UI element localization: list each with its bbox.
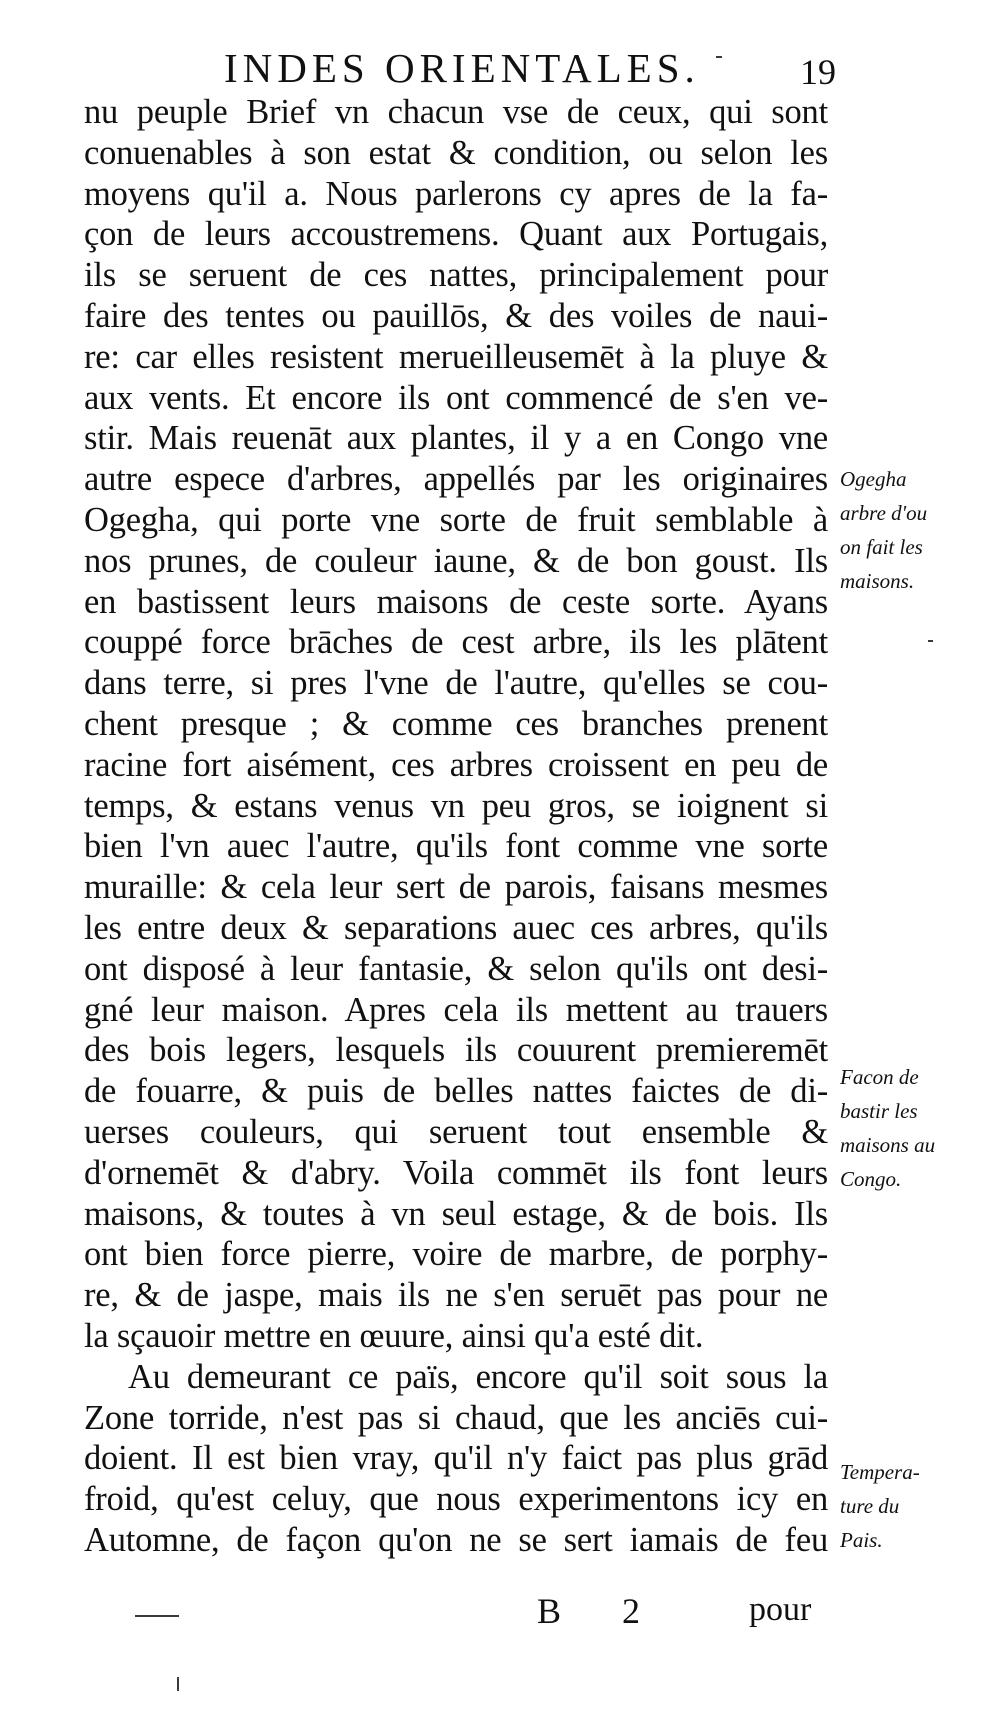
ink-speck xyxy=(135,1615,179,1617)
ink-speck xyxy=(716,56,722,58)
text-line: dans terre, si pres l'vne de l'autre, qu'elles se cou- xyxy=(84,664,828,703)
text-line: ils se seruent de ces nattes, principalement pour xyxy=(84,256,828,295)
text-line: maisons, & toutes à vn seul estage, & de bois. Ils xyxy=(84,1194,828,1233)
text-line: des bois legers, lesquels ils couurent premieremēt xyxy=(84,1031,828,1070)
text-line: conuenables à son estat & condition, ou selon les xyxy=(84,133,828,172)
text-line: re, & de jaspe, mais ils ne s'en seruēt pas pour ne xyxy=(84,1276,828,1315)
note-line: Ogegha xyxy=(840,467,907,491)
text-line: en bastissent leurs maisons de ceste sorte. Ayans xyxy=(84,582,828,621)
text-line: nu peuple Brief vn chacun vse de ceux, qui sont xyxy=(84,93,828,131)
note-line: Facon de xyxy=(840,1065,919,1089)
note-line: on fait les xyxy=(840,535,923,559)
note-line: Pais. xyxy=(840,1528,883,1552)
running-title: INDES ORIENTALES. xyxy=(224,45,700,91)
text-line: bien l'vn auec l'autre, qu'ils font comme vne sorte xyxy=(84,827,828,866)
note-line: bastir les xyxy=(840,1099,918,1123)
text-line: autre espece d'arbres, appellés par les originaires xyxy=(84,460,828,499)
paragraph-end-line: la sçauoir mettre en œuure, ainsi qu'a esté dit. xyxy=(84,1316,704,1355)
text-line: temps, & estans venus vn peu gros, se ioignent si xyxy=(84,786,828,825)
text-line: froid, qu'est celuy, que nous experimentons icy en xyxy=(84,1480,828,1519)
text-line: stir. Mais reuenāt aux plantes, il y a en Congo vne xyxy=(84,419,828,458)
ink-speck xyxy=(928,640,933,642)
text-line: les entre deux & separations auec ces arbres, qu'ils xyxy=(84,908,828,947)
text-line: ont bien force pierre, voire de marbre, de porphy- xyxy=(84,1235,828,1274)
paragraph-start-line: Au demeurant ce païs, encore qu'il soit sous la xyxy=(128,1357,828,1396)
text-line: Zone torride, n'est pas si chaud, que les anciēs cui- xyxy=(84,1398,828,1437)
text-line: d'ornemēt & d'abry. Voila commēt ils font leurs xyxy=(84,1153,828,1192)
text-line: aux vents. Et encore ils ont commencé de s'en ve- xyxy=(84,378,828,417)
main-text-block xyxy=(84,92,828,1561)
text-line: re: car elles resistent merueilleusemēt à la pluye & xyxy=(84,337,828,376)
text-line: Automne, de façon qu'on ne se sert iamais de feu xyxy=(84,1520,828,1559)
note-line: maisons au xyxy=(840,1133,936,1157)
note-line: Congo. xyxy=(840,1167,902,1191)
text-line: de fouarre, & puis de belles nattes faictes de di- xyxy=(84,1072,828,1111)
page-number: 19 xyxy=(800,52,836,92)
signature-mark: B 2 xyxy=(537,1591,667,1631)
marginal-note-facon xyxy=(840,1060,935,1196)
text-line: gné leur maison. Apres cela ils mettent au trauers xyxy=(84,990,828,1029)
note-line: maisons. xyxy=(840,569,915,593)
ink-speck xyxy=(177,1677,179,1691)
text-line: uerses couleurs, qui seruent tout ensemble & xyxy=(84,1112,828,1151)
text-line: doient. Il est bien vray, qu'il n'y faict pas plus grād xyxy=(84,1439,828,1478)
text-line: racine fort aisément, ces arbres croissent en peu de xyxy=(84,745,828,784)
catchword: pour xyxy=(749,1591,812,1628)
text-line: Ogegha, qui porte vne sorte de fruit semblable à xyxy=(84,500,828,539)
text-line: moyens qu'il a. Nous parlerons cy apres de la fa- xyxy=(84,174,828,213)
marginal-note-temperature xyxy=(840,1455,920,1557)
text-line: chent presque ; & comme ces branches prenent xyxy=(84,704,828,743)
text-line: nos prunes, de couleur iaune, & de bon goust. Ils xyxy=(84,541,828,580)
text-line: çon de leurs accoustremens. Quant aux Portugais, xyxy=(84,215,828,254)
text-line: couppé force brāches de cest arbre, ils les plātent xyxy=(84,623,828,662)
text-line: ont disposé à leur fantasie, & selon qu'ils ont desi- xyxy=(84,949,828,988)
note-line: arbre d'ou xyxy=(840,501,928,525)
marginal-note-ogegha xyxy=(840,462,927,598)
note-line: ture du xyxy=(840,1494,900,1518)
note-line: Tempera- xyxy=(840,1460,920,1484)
text-line: muraille: & cela leur sert de parois, faisans mesmes xyxy=(84,868,828,907)
text-line: faire des tentes ou pauillōs, & des voiles de naui- xyxy=(84,296,828,335)
